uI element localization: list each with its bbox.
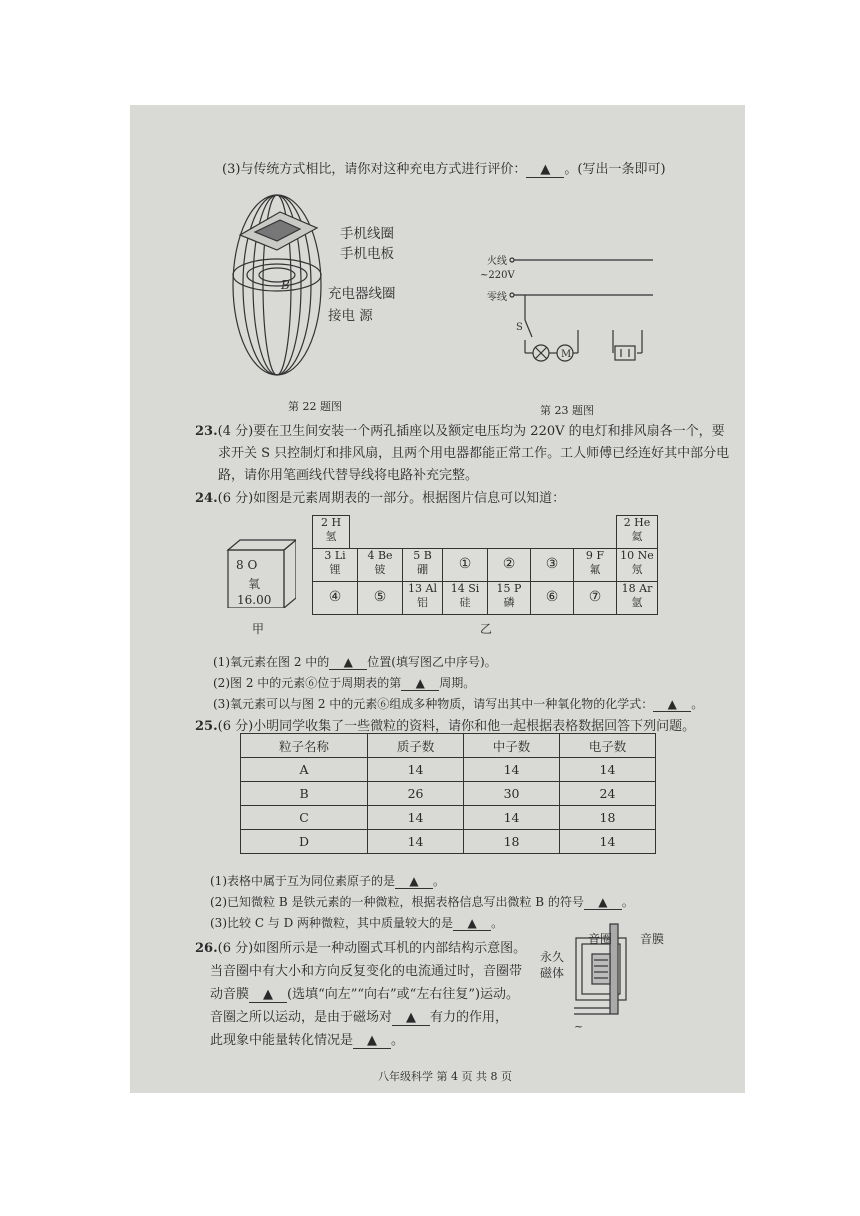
- coil-label: 音圈: [588, 932, 613, 946]
- cell-symbol: 10 Ne: [620, 549, 654, 562]
- cell-name: 铝: [417, 596, 428, 609]
- pt-cell-si: [442, 581, 488, 615]
- q22-part3-text: (3)与传统方式相比，请你对这种充电方式进行评价：: [222, 162, 527, 177]
- cell-name: 锂: [329, 563, 341, 576]
- q25-number: 25.: [195, 719, 218, 734]
- answer-blank: ▲: [249, 987, 287, 1003]
- q22-part3-tail: 。(写出一条即可): [564, 162, 666, 177]
- pt-cell-ar: [616, 581, 658, 615]
- q26-line2: 当音圈中有大小和方向反复变化的电流通过时，音圈带: [210, 964, 523, 979]
- q23-text1: (4 分)要在卫生间安装一个两孔插座以及额定电压均为 220V 的电灯和排风扇各一个，要: [217, 424, 725, 439]
- table-caption: 乙: [480, 622, 493, 636]
- pt-cell-li: [312, 548, 358, 582]
- cube-symbol: O: [247, 558, 258, 572]
- q24-sub3-tail: 。: [691, 697, 704, 711]
- q26-text3a: 动音膜: [210, 987, 250, 1002]
- pt-cell-7: ⑦: [573, 581, 617, 615]
- pt-cell-be: [357, 548, 403, 582]
- ac-source-label: ~: [574, 1020, 584, 1033]
- table-row: [241, 830, 656, 854]
- table-header: 质子数: [368, 734, 464, 758]
- answer-blank: ▲: [353, 1033, 391, 1049]
- table-cell: A: [241, 758, 368, 782]
- pt-cell-5: ⑤: [357, 581, 403, 615]
- table-cell: 14: [368, 806, 464, 830]
- motor-label: M: [561, 349, 572, 360]
- q24-number: 24.: [195, 491, 218, 506]
- cell-name: 磷: [503, 596, 515, 609]
- q24-sub1-tail: 位置(填写图乙中序号)。: [367, 655, 497, 669]
- q26-text4b: 有力的作用，: [430, 1010, 509, 1025]
- cell-symbol: 13 Al: [408, 582, 437, 595]
- pt-cell-3: ③: [530, 548, 574, 582]
- cell-symbol: 15 P: [496, 582, 522, 595]
- pt-cell-6: ⑥: [530, 581, 574, 615]
- q25-sub2: [210, 893, 634, 910]
- q23-number: 23.: [195, 424, 218, 439]
- q23-line1: [195, 420, 725, 439]
- table-header: 中子数: [464, 734, 560, 758]
- cube-number-symbol: [236, 558, 257, 572]
- cell-symbol: 9 F: [585, 549, 605, 562]
- table-cell: 24: [560, 782, 656, 806]
- table-row: [241, 782, 656, 806]
- cell-symbol: 4 Be: [367, 549, 393, 562]
- table-row: [241, 758, 656, 782]
- table-header-row: [241, 734, 656, 758]
- answer-blank: ▲: [526, 162, 564, 178]
- q23-line3: 路，请你用笔画线代替导线将电路补充完整。: [218, 468, 479, 483]
- answer-blank: ▲: [453, 916, 491, 931]
- cube-mass: 16.00: [237, 593, 272, 607]
- cell-name: 氢: [325, 530, 337, 543]
- answer-blank: ▲: [584, 895, 622, 910]
- q25-sub1-text: (1)表格中属于互为同位素原子的是: [210, 874, 395, 888]
- q24-sub1-text: (1)氧元素在图 2 中的: [213, 655, 330, 669]
- cube-name: 氧: [248, 577, 261, 591]
- cube-number: 8: [236, 558, 244, 572]
- table-cell: 14: [464, 758, 560, 782]
- table-cell: 14: [368, 830, 464, 854]
- pt-cell-ne: [616, 548, 658, 582]
- answer-blank: ▲: [392, 1010, 430, 1026]
- q26-text5b: 。: [391, 1033, 405, 1048]
- q25-sub1: [210, 872, 445, 889]
- q24-stem: [195, 487, 565, 506]
- pt-cell-h: [312, 515, 350, 549]
- q24-sub3: [213, 695, 703, 712]
- table-header: 粒子名称: [241, 734, 368, 758]
- pt-cell-b: [402, 548, 443, 582]
- pt-cell-f: [573, 548, 617, 582]
- b-field-label: B: [281, 278, 290, 292]
- table-cell: 14: [560, 830, 656, 854]
- page-footer: 八年级科学 第 4 页 共 8 页: [378, 1070, 512, 1083]
- answer-blank: ▲: [395, 874, 433, 889]
- q26-line1: [195, 937, 526, 956]
- q26-text1: (6 分)如图所示是一种动圈式耳机的内部结构示意图。: [217, 941, 527, 956]
- table-cell: 14: [464, 806, 560, 830]
- q23-caption: 第 23 题图: [540, 404, 594, 417]
- cell-name: 氦: [631, 530, 643, 543]
- diaphragm-label: 音膜: [640, 932, 665, 946]
- q26-line3: [210, 983, 519, 1003]
- label-charger-coil: 充电器线圈: [328, 286, 396, 302]
- switch-label: S: [516, 322, 523, 333]
- pt-cell-al: [402, 581, 443, 615]
- cell-symbol: 2 H: [320, 516, 342, 529]
- cube-caption: 甲: [252, 622, 265, 636]
- label-phone-coil: 手机线圈: [340, 226, 394, 242]
- table-cell: B: [241, 782, 368, 806]
- label-phone-battery: 手机电板: [340, 246, 394, 262]
- answer-blank: ▲: [401, 676, 439, 691]
- table-cell: D: [241, 830, 368, 854]
- cell-symbol: 14 Si: [450, 582, 480, 595]
- q24-sub2-text: (2)图 2 中的元素⑥位于周期表的第: [213, 676, 402, 690]
- table-cell: 14: [560, 758, 656, 782]
- table-header: 电子数: [560, 734, 656, 758]
- cell-symbol: 2 He: [623, 516, 651, 529]
- q24-text: (6 分)如图是元素周期表的一部分。根据图片信息可以知道：: [217, 491, 566, 506]
- cell-name: 铍: [374, 563, 386, 576]
- q25-sub3: [210, 914, 503, 931]
- answer-blank: ▲: [653, 697, 691, 712]
- q25-sub2-tail: 。: [621, 895, 634, 909]
- cell-name: 氖: [631, 563, 643, 576]
- particle-table: [240, 733, 656, 854]
- q25-text: (6 分)小明同学收集了一些微粒的资料，请你和他一起根据表格数据回答下列问题。: [217, 719, 696, 734]
- table-cell: 14: [368, 758, 464, 782]
- answer-blank: ▲: [329, 655, 367, 670]
- q23-line2: 求开关 S 只控制灯和排风扇，且两个用电器都能正常工作。工人师傅已经连好其中部分电: [218, 446, 730, 461]
- table-cell: 18: [560, 806, 656, 830]
- cell-name: 氩: [631, 596, 643, 609]
- cell-name: 氟: [589, 563, 601, 576]
- q24-sub2: [213, 674, 475, 691]
- magnet-label-2: 磁体: [540, 966, 565, 980]
- magnet-label-1: 永久: [540, 950, 565, 964]
- q26-line5: [210, 1029, 404, 1049]
- q26-text4a: 音圈之所以运动，是由于磁场对: [210, 1010, 393, 1025]
- table-cell: 18: [464, 830, 560, 854]
- q24-sub2-tail: 周期。: [439, 676, 476, 690]
- q26-text3b: (选填“向左”“向右”或“左右往复”)运动。: [287, 987, 520, 1002]
- cell-name: 硼: [417, 563, 428, 576]
- q24-sub3-text: (3)氧元素可以与图 2 中的元素⑥组成多种物质，请写出其中一种氧化物的化学式：: [213, 697, 654, 711]
- q25-stem: [195, 715, 695, 734]
- q25-sub1-tail: 。: [433, 874, 446, 888]
- q22-part3: [222, 158, 666, 178]
- cell-symbol: 5 B: [413, 549, 432, 562]
- q24-sub1: [213, 653, 497, 670]
- pt-cell-4: ④: [312, 581, 358, 615]
- voltage-label: ~220V: [480, 270, 515, 281]
- pt-cell-2: ②: [487, 548, 531, 582]
- cell-symbol: 3 Li: [324, 549, 346, 562]
- q22-wireless-charging-figure: [225, 190, 345, 385]
- q25-sub2-text: (2)已知微粒 B 是铁元素的一种微粒，根据表格信息写出微粒 B 的符号: [210, 895, 584, 909]
- pt-cell-1: ①: [442, 548, 488, 582]
- table-cell: 30: [464, 782, 560, 806]
- q26-line4: [210, 1006, 508, 1026]
- cell-name: 硅: [459, 596, 471, 609]
- cell-symbol: 18 Ar: [621, 582, 653, 595]
- neutral-wire-label: 零线: [487, 292, 507, 303]
- q26-text5a: 此现象中能量转化情况是: [210, 1033, 354, 1048]
- pt-cell-he: [616, 515, 658, 549]
- label-power-supply: 接电 源: [328, 308, 373, 324]
- table-cell: C: [241, 806, 368, 830]
- q25-sub3-text: (3)比较 C 与 D 两种微粒，其中质量较大的是: [210, 916, 454, 930]
- q25-sub3-tail: 。: [491, 916, 504, 930]
- table-cell: 26: [368, 782, 464, 806]
- table-row: [241, 806, 656, 830]
- q26-number: 26.: [195, 941, 218, 956]
- pt-cell-p: [487, 581, 531, 615]
- q22-caption: 第 22 题图: [288, 400, 342, 413]
- live-wire-label: 火线: [487, 256, 507, 267]
